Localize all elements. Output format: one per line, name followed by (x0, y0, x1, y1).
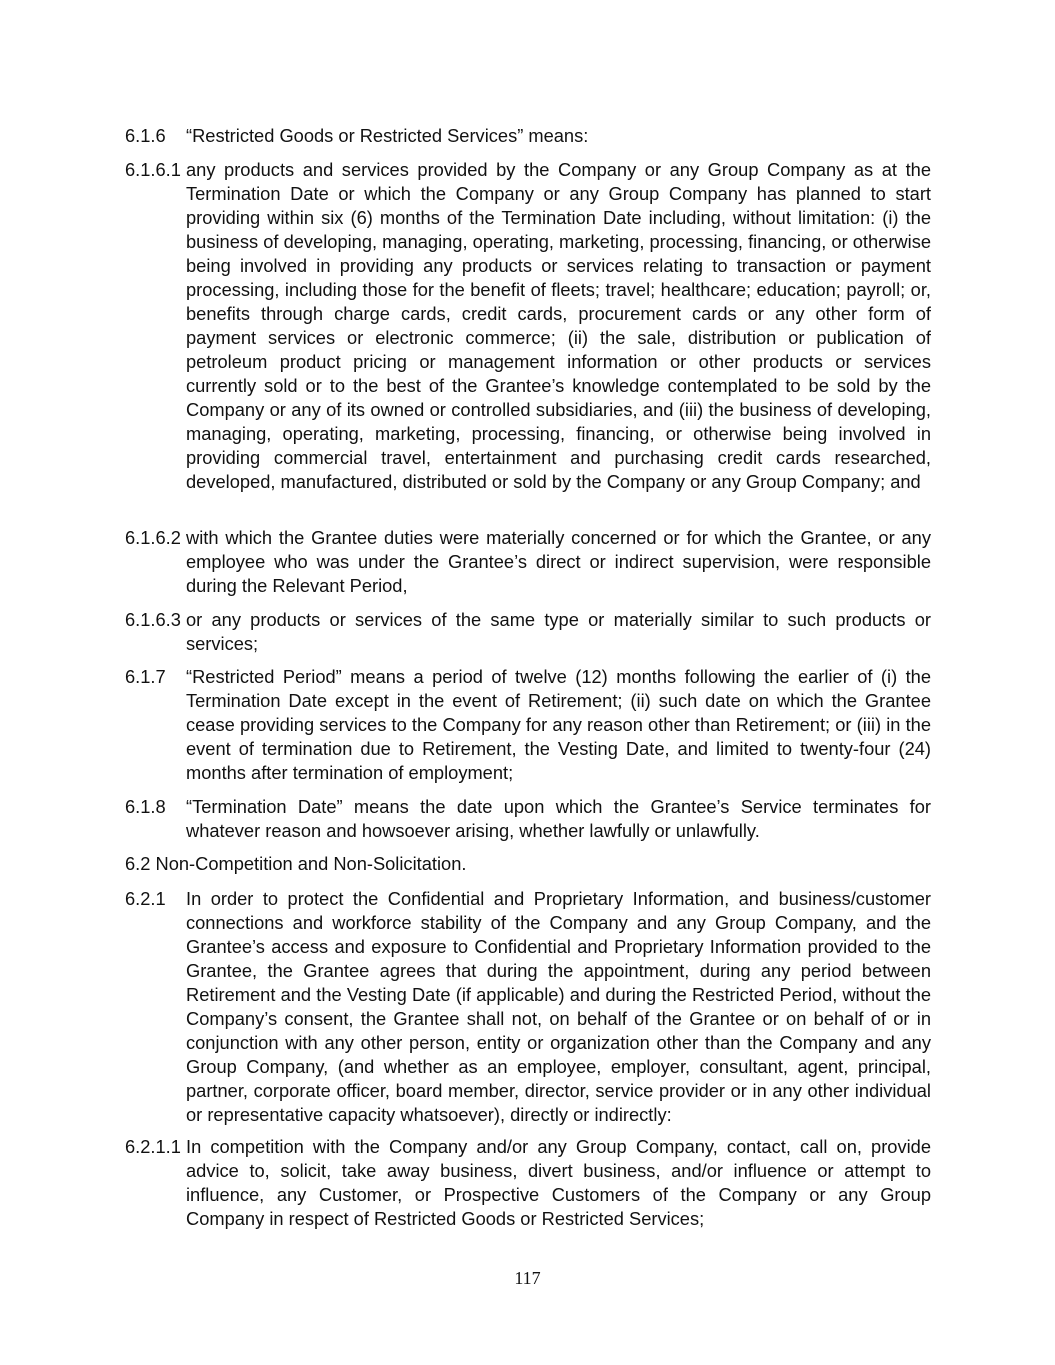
clause-number: 6.1.6 (125, 125, 166, 146)
clause-number: 6.2.1 (125, 888, 166, 909)
clause-6-1-6-1 (125, 158, 931, 494)
clause-number: 6.2.1.1 (125, 1136, 181, 1157)
clause-number: 6.1.7 (125, 666, 166, 687)
clause-number: 6.1.6.1 (125, 159, 181, 180)
clause-6-1-8 (125, 795, 931, 843)
clause-text: with which the Grantee duties were materially concerned or for which the Grantee, or any employee who was under the Grantee’s direct or indirect supervision, were responsible during the Relevant Period, (186, 527, 931, 596)
clause-6-1-6-2 (125, 526, 931, 598)
clause-6-2-1 (125, 887, 931, 1127)
clause-text: any products and services provided by the Company or any Group Company as at the Termination Date or which the Company or any Group Company has planned to start providing within six (6) months of the Termination Date including, without limitation: (i) the business of developing, managing, operating, marketing, processing, financing, or otherwise being involved in providing any products or services relating to transaction or payment processing, including those for the benefit of fleets; travel; healthcare; education; payroll; or, benefits through charge cards, credit cards, procurement cards or any other form of payment services or electronic commerce; (ii) the sale, distribution or publication of petroleum product pricing or management information or other products or services currently sold or to the best of the Grantee’s knowledge contemplated to be sold by the Company or any of its owned or controlled subsidiaries, and (iii) the business of developing, managing, operating, marketing, processing, financing, or otherwise being involved in providing commercial travel, entertainment and purchasing credit cards researched, developed, manufactured, distributed or sold by the Company or any Group Company; and (186, 159, 931, 492)
clause-6-1-7 (125, 665, 931, 785)
clause-text: In competition with the Company and/or any Group Company, contact, call on, provide advice to, solicit, take away business, divert business, and/or influence or attempt to influence, any Customer, or Prospective Customers of the Company or any Group Company in respect of Restricted Goods or Restricted Services; (186, 1136, 931, 1229)
clause-text: In order to protect the Confidential and Proprietary Information, and business/customer connections and workforce stability of the Company and any Group Company, and the Grantee’s access and exposure to Confidential and Proprietary Information provided to the Grantee, the Grantee agrees that during the appointment, during any period between Retirement and the Vesting Date (if applicable) and during the Restricted Period, without the Company’s consent, the Grantee shall not, on behalf of the Grantee or on behalf of or in conjunction with any other person, entity or organization other than the Company and any Group Company, (and whether as an employee, employer, consultant, agent, principal, partner, corporate officer, board member, director, service provider or in any other individual or representative capacity whatsoever), directly or indirectly: (186, 888, 931, 1125)
clause-text: or any products or services of the same type or materially similar to such products or services; (186, 609, 931, 654)
clause-6-1-6 (125, 124, 931, 148)
page-number: 117 (514, 1268, 541, 1288)
clause-6-1-6-3 (125, 608, 931, 656)
clause-text: “Restricted Goods or Restricted Services” means: (186, 125, 589, 146)
section-heading: 6.2 Non-Competition and Non-Solicitation. (125, 853, 467, 874)
clause-text: “Termination Date” means the date upon which the Grantee’s Service terminates for whatever reason and howsoever arising, whether lawfully or unlawfully. (186, 796, 931, 841)
clause-number: 6.1.6.3 (125, 609, 181, 630)
clause-number: 6.1.8 (125, 796, 166, 817)
clause-text: “Restricted Period” means a period of twelve (12) months following the earlier of (i) the Termination Date except in the event of Retirement; (ii) such date on which the Grantee cease providing services to the Company for any reason other than Retirement; or (iii) in the event of termination due to Retirement, the Vesting Date, and limited to twenty-four (24) months after termination of employment; (186, 666, 931, 783)
clause-number: 6.1.6.2 (125, 527, 181, 548)
clause-6-2-1-1 (125, 1135, 931, 1231)
